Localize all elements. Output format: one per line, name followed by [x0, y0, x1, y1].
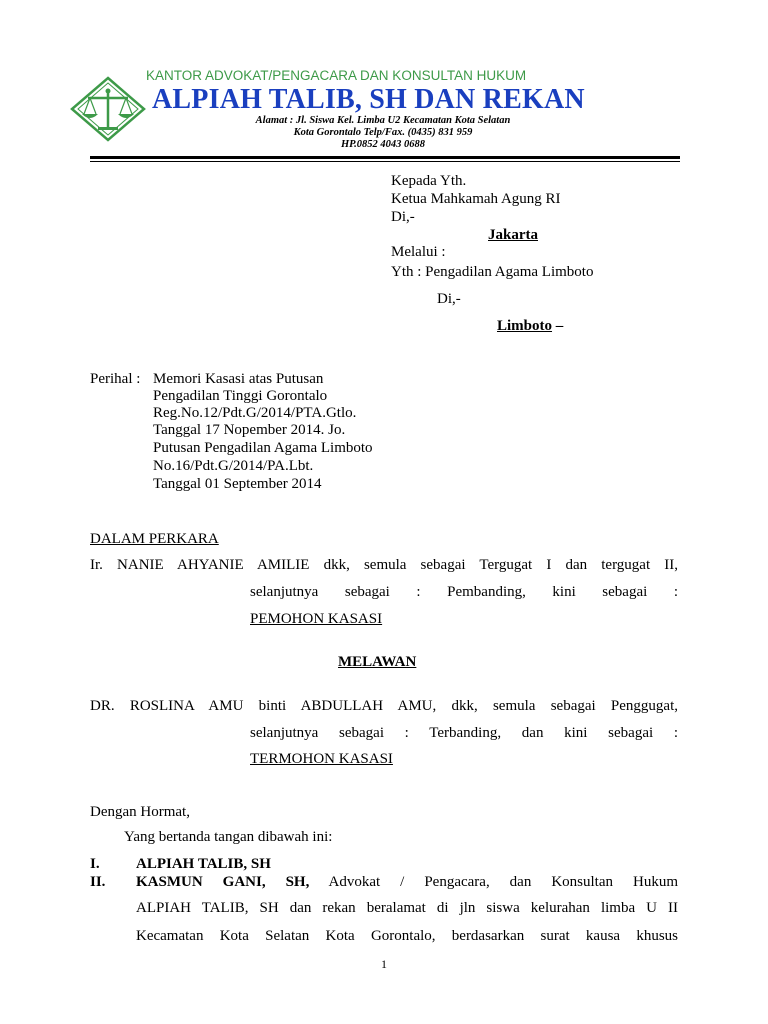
recipient-via-city-line: [497, 318, 563, 335]
item2-rest: Advokat / Pengacara, dan Konsultan Hukum: [309, 874, 678, 890]
party2-line1: DR. ROSLINA AMU binti ABDULLAH AMU, dkk, semula sebagai Penggugat,: [90, 698, 678, 714]
case-heading: DALAM PERKARA: [90, 531, 219, 547]
item2-name: KASMUN GANI, SH,: [136, 874, 310, 890]
party1-line2: selanjutnya sebagai : Pembanding, kini sebagai :: [250, 584, 678, 600]
subject-label: Perihal :: [90, 371, 141, 387]
item2-line1: [136, 874, 678, 891]
party2-role: TERMOHON KASASI: [250, 751, 393, 767]
subject-line: No.16/Pdt.G/2014/PA.Lbt.: [153, 458, 314, 474]
subject-line: Reg.No.12/Pdt.G/2014/PTA.Gtlo.: [153, 405, 357, 421]
page-number: 1: [381, 957, 387, 971]
subject-line: Tanggal 01 September 2014: [153, 476, 322, 492]
recipient-via-di: Di,-: [437, 291, 461, 307]
recipient-via-yth: Yth : Pengadilan Agama Limboto: [391, 264, 594, 280]
greeting: Dengan Hormat,: [90, 804, 190, 820]
recipient-di: Di,-: [391, 209, 415, 225]
scales-of-justice-logo-icon: [70, 76, 146, 142]
party1-role: PEMOHON KASASI: [250, 611, 383, 627]
item2-line2: ALPIAH TALIB, SH dan rekan beralamat di jln siswa kelurahan limba U II: [136, 900, 678, 916]
recipient-city: Jakarta: [488, 227, 538, 243]
office-name: KANTOR ADVOKAT/PENGACARA DAN KONSULTAN HUKUM: [146, 68, 527, 83]
recipient-name: Ketua Mahkamah Agung RI: [391, 191, 561, 207]
subject-line: Pengadilan Tinggi Gorontalo: [153, 388, 328, 404]
subject-line: Tanggal 17 Nopember 2014. Jo.: [153, 422, 346, 438]
item2-line3: Kecamatan Kota Selatan Kota Gorontalo, berdasarkan surat kausa khusus: [136, 928, 678, 944]
letterhead-rule-thick: [90, 156, 680, 159]
item1-number: I.: [90, 856, 100, 872]
intro: Yang bertanda tangan dibawah ini:: [124, 829, 333, 845]
recipient-to: Kepada Yth.: [391, 173, 467, 189]
recipient-via: Melalui :: [391, 244, 446, 260]
letterhead-rule-thin: [90, 161, 680, 162]
subject-line: Putusan Pengadilan Agama Limboto: [153, 440, 373, 456]
item1-name: ALPIAH TALIB, SH: [136, 856, 271, 872]
address-line-3: HP.0852 4043 0688: [340, 139, 426, 150]
recipient-via-city: Limboto: [497, 318, 553, 334]
subject-line: Memori Kasasi atas Putusan: [153, 371, 324, 387]
address-line-2: Kota Gorontalo Telp/Fax. (0435) 831 959: [293, 127, 473, 138]
item2-number: II.: [90, 874, 106, 890]
firm-name: ALPIAH TALIB, SH DAN REKAN: [152, 84, 585, 115]
versus-heading: MELAWAN: [338, 654, 417, 670]
party2-line2: selanjutnya sebagai : Terbanding, dan kini sebagai :: [250, 725, 678, 741]
party1-line1: Ir. NANIE AHYANIE AMILIE dkk, semula sebagai Tergugat I dan tergugat II,: [90, 557, 678, 573]
recipient-via-dash: –: [552, 318, 564, 334]
address-line-1: Alamat : Jl. Siswa Kel. Limba U2 Kecamatan Kota Selatan: [255, 115, 511, 126]
